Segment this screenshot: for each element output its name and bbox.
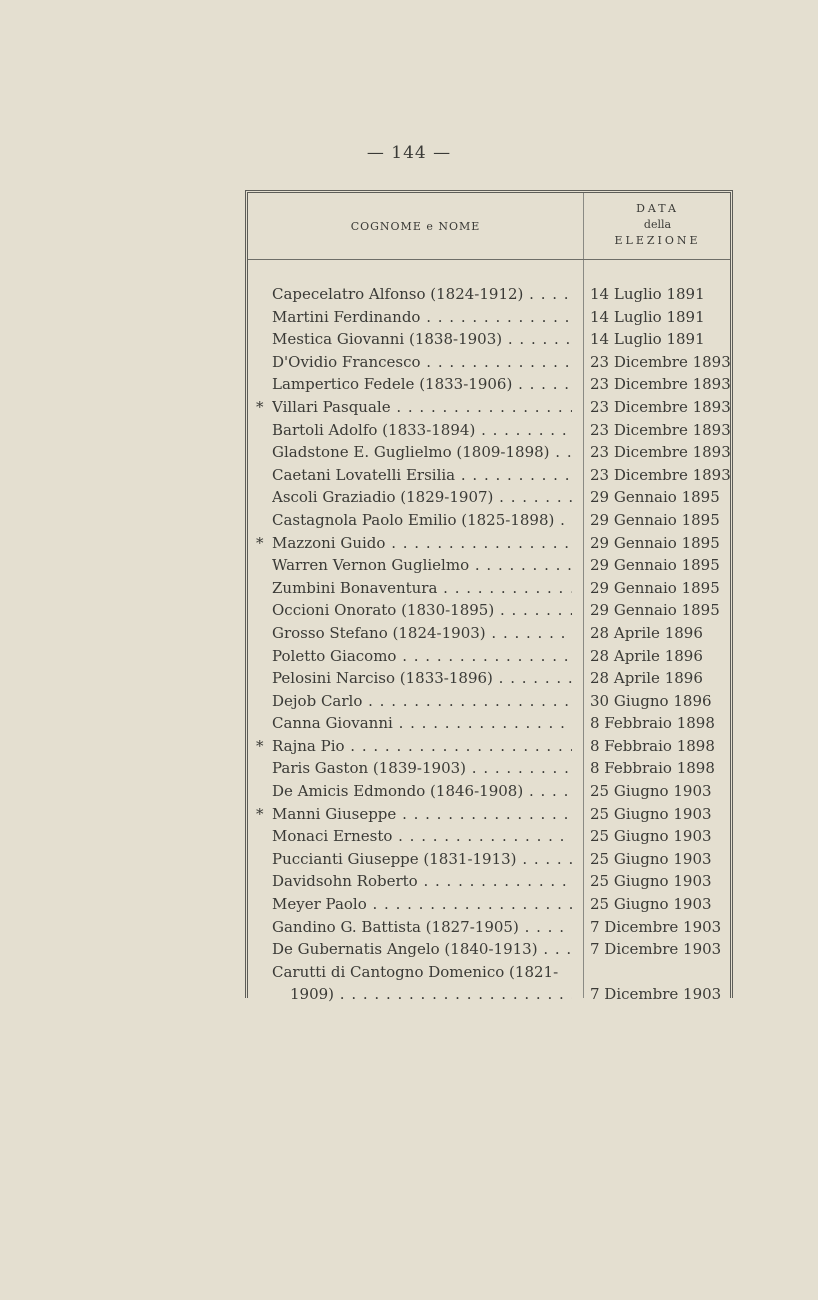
- member-name: Mestica Giovanni (1838-1903) . . .: [272, 328, 572, 351]
- table-row: [248, 509, 730, 532]
- table-row: [248, 757, 730, 780]
- member-name: Meyer Paolo . . .: [272, 893, 572, 916]
- table-row: [248, 554, 730, 577]
- table-row: [248, 916, 730, 939]
- header-date-line-3: ELEZIONE: [614, 234, 701, 247]
- table-row: [248, 306, 730, 329]
- member-name: Castagnola Paolo Emilio (1825-1898) . . .: [272, 509, 572, 532]
- table-row: [248, 735, 730, 758]
- member-name: Caetani Lovatelli Ersilia . . .: [272, 464, 572, 487]
- table-row: [248, 328, 730, 351]
- table-row: [248, 283, 730, 306]
- member-name: D'Ovidio Francesco . . .: [272, 351, 572, 374]
- election-date: 25 Giugno 1903: [590, 804, 712, 823]
- table-row: [248, 870, 730, 893]
- election-date: 25 Giugno 1903: [590, 849, 712, 868]
- election-date: 23 Dicembre 1893: [590, 397, 731, 416]
- election-date: 28 Aprile 1896: [590, 646, 703, 665]
- header-date-line-2: della: [643, 218, 672, 231]
- member-name: De Gubernatis Angelo (1840-1913) . . .: [272, 938, 572, 961]
- member-name: Grosso Stefano (1824-1903) . . .: [272, 622, 572, 645]
- table-row: [248, 780, 730, 803]
- member-name: Gandino G. Battista (1827-1905) . . .: [272, 916, 572, 939]
- member-name: Zumbini Bonaventura . . .: [272, 577, 572, 600]
- member-name: Dejob Carlo . . .: [272, 690, 572, 713]
- election-date: 25 Giugno 1903: [590, 895, 712, 914]
- member-name: Pelosini Narciso (1833-1896) . . .: [272, 667, 572, 690]
- member-name: Martini Ferdinando . . .: [272, 306, 572, 329]
- member-name: Gladstone E. Guglielmo (1809-1898) . . .: [272, 441, 572, 464]
- election-date: 29 Gennaio 1895: [590, 578, 720, 597]
- page-number: — 144 —: [366, 143, 452, 163]
- election-date: 29 Gennaio 1895: [590, 601, 720, 620]
- header-rule: [248, 259, 730, 260]
- table-body: [248, 283, 730, 1006]
- election-date: 29 Gennaio 1895: [590, 533, 720, 552]
- header-date-column: [584, 201, 731, 249]
- asterisk-mark: *: [256, 397, 264, 416]
- table-row: [248, 464, 730, 487]
- table-row: [248, 825, 730, 848]
- member-name: Canna Giovanni . . .: [272, 712, 572, 735]
- member-name: Rajna Pio . . .: [272, 735, 572, 758]
- members-table: [245, 190, 733, 1003]
- table-row: [248, 712, 730, 735]
- election-date: 7 Dicembre 1903: [590, 984, 722, 1003]
- asterisk-mark: *: [256, 533, 264, 552]
- table-row: [248, 441, 730, 464]
- election-date: 25 Giugno 1903: [590, 872, 712, 891]
- member-name: Poletto Giacomo . . .: [272, 645, 572, 668]
- election-date: 23 Dicembre 1893: [590, 375, 731, 394]
- member-name: Ascoli Graziadio (1829-1907) . . .: [272, 486, 572, 509]
- member-name: Bartoli Adolfo (1833-1894) . . .: [272, 419, 572, 442]
- table-row: [248, 645, 730, 668]
- member-name: Warren Vernon Guglielmo . . .: [272, 554, 572, 577]
- table-row: [248, 532, 730, 555]
- table-row: [248, 419, 730, 442]
- table-row: [248, 667, 730, 690]
- table-row: [248, 577, 730, 600]
- table-row: [248, 848, 730, 871]
- member-name: Lampertico Fedele (1833-1906) . . .: [272, 373, 572, 396]
- asterisk-mark: *: [256, 804, 264, 823]
- member-name: Occioni Onorato (1830-1895) . . .: [272, 599, 572, 622]
- table-row: [248, 803, 730, 826]
- election-date: 28 Aprile 1896: [590, 669, 703, 688]
- asterisk-mark: *: [256, 736, 264, 755]
- member-name: De Amicis Edmondo (1846-1908) . . .: [272, 780, 572, 803]
- table-row: [248, 961, 730, 1006]
- table-row: [248, 690, 730, 713]
- table-row: [248, 396, 730, 419]
- election-date: 29 Gennaio 1895: [590, 488, 720, 507]
- election-date: 28 Aprile 1896: [590, 623, 703, 642]
- member-name: Carutti di Cantogno Domenico (1821-: [272, 962, 559, 981]
- member-name: Puccianti Giuseppe (1831-1913) . . .: [272, 848, 572, 871]
- header-name-column: COGNOME e NOME: [350, 220, 481, 233]
- election-date: 23 Dicembre 1893: [590, 420, 731, 439]
- member-name: Manni Giuseppe . . .: [272, 803, 572, 826]
- election-date: 23 Dicembre 1893: [590, 465, 731, 484]
- member-name: Davidsohn Roberto . . .: [272, 870, 572, 893]
- election-date: 23 Dicembre 1893: [590, 352, 731, 371]
- election-date: 8 Febbraio 1898: [590, 714, 715, 733]
- election-date: 8 Febbraio 1898: [590, 759, 715, 778]
- election-date: 14 Luglio 1891: [590, 285, 705, 303]
- election-date: 29 Gennaio 1895: [590, 510, 720, 529]
- election-date: 29 Gennaio 1895: [590, 556, 720, 575]
- election-date: 25 Giugno 1903: [590, 827, 712, 846]
- election-date: 8 Febbraio 1898: [590, 736, 715, 755]
- election-date: 14 Luglio 1891: [590, 330, 705, 349]
- table-row: [248, 599, 730, 622]
- table-row: [248, 351, 730, 374]
- member-name: Villari Pasquale . . .: [272, 396, 572, 419]
- member-name-continued: 1909) . . .: [290, 983, 572, 1006]
- member-name: Paris Gaston (1839-1903) . . .: [272, 757, 572, 780]
- election-date: 14 Luglio 1891: [590, 307, 705, 326]
- election-date: 23 Dicembre 1893: [590, 443, 731, 462]
- member-name: Monaci Ernesto . . .: [272, 825, 572, 848]
- election-date: 30 Giugno 1896: [590, 691, 712, 710]
- member-name: Capecelatro Alfonso (1824-1912) . . .: [272, 283, 572, 306]
- table-row: [248, 893, 730, 916]
- election-date: 7 Dicembre 1903: [590, 917, 722, 936]
- member-name: Mazzoni Guido . . .: [272, 532, 572, 555]
- table-row: [248, 486, 730, 509]
- election-date: 7 Dicembre 1903: [590, 940, 722, 959]
- election-date: 25 Giugno 1903: [590, 782, 712, 801]
- header-date-line-1: DATA: [636, 202, 679, 215]
- table-row: [248, 373, 730, 396]
- table-row: [248, 938, 730, 961]
- table-row: [248, 622, 730, 645]
